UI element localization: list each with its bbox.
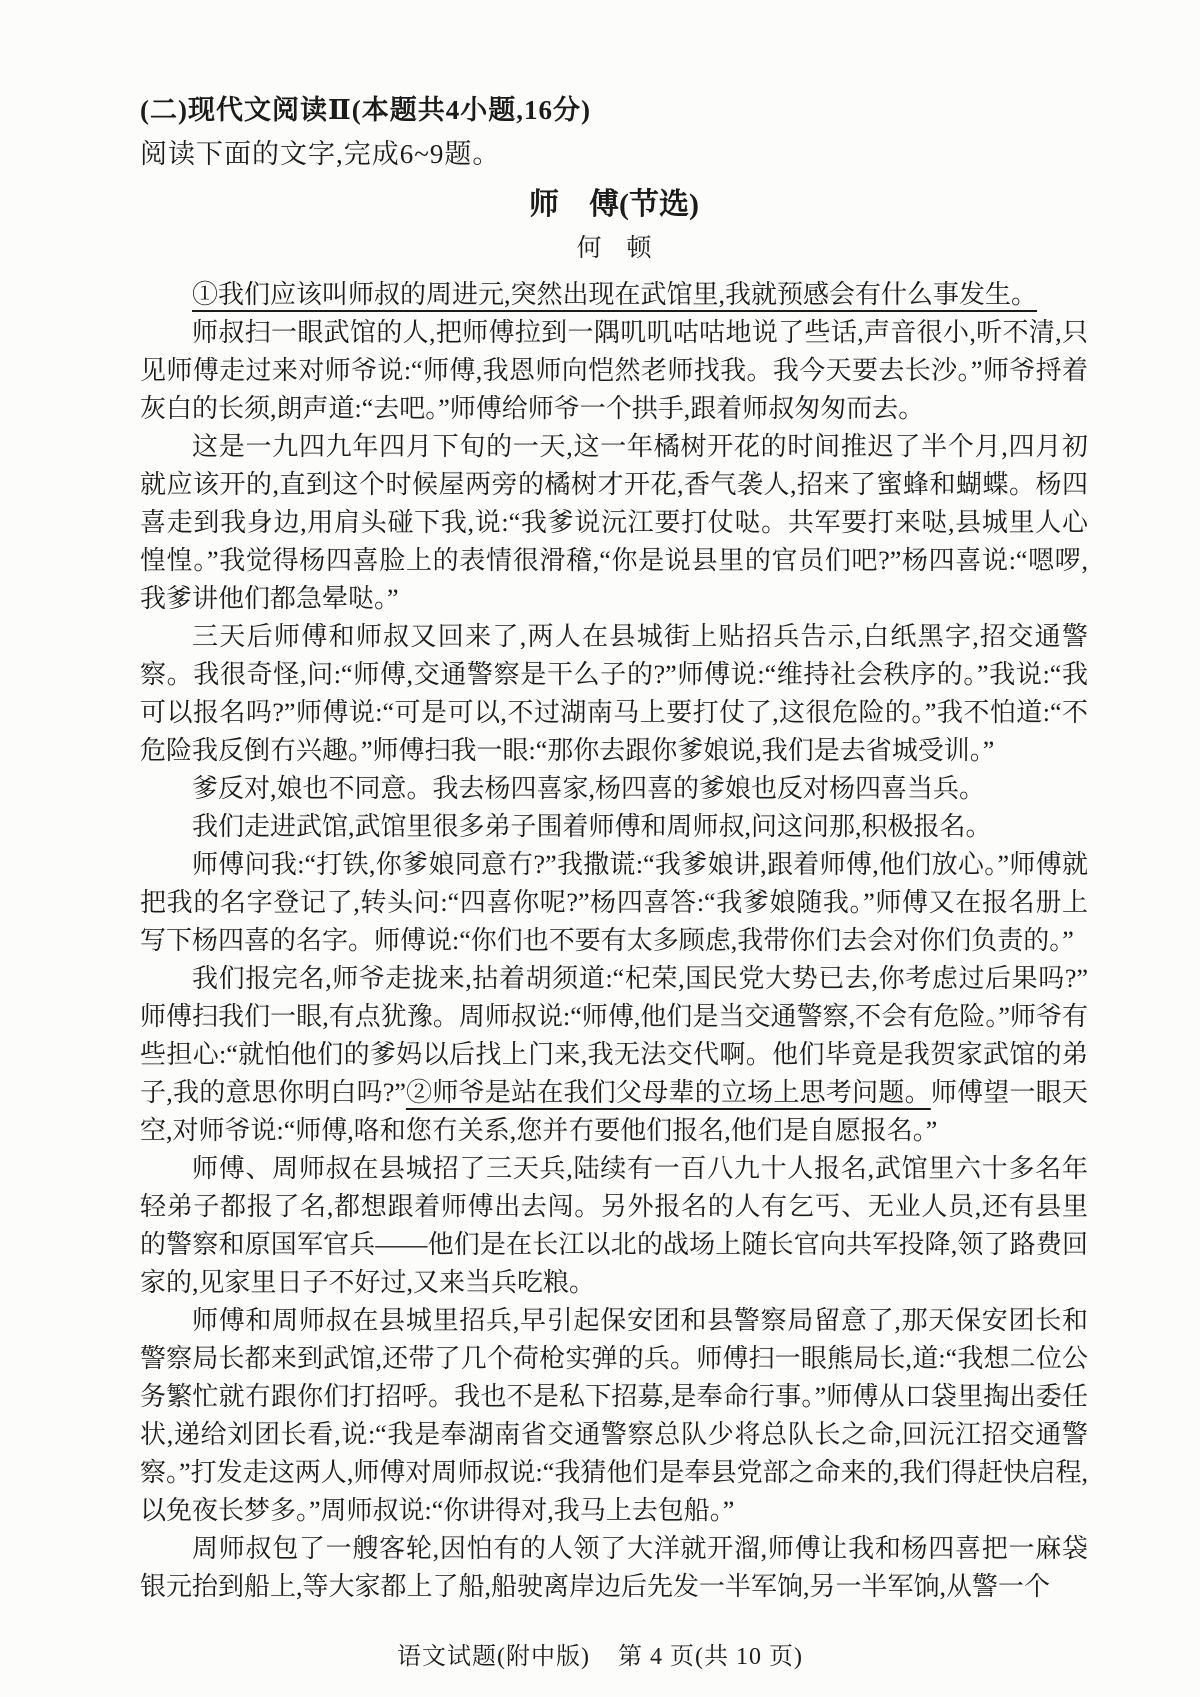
paragraph: [140, 808, 1088, 846]
paragraph: [140, 276, 1088, 314]
page-content: [140, 88, 1088, 1606]
text-segment: 这是一九四九年四月下旬的一天,这一年橘树开花的时间推迟了半个月,四月初就应该开的,直到这个时候屋两旁的橘树才开花,香气袭人,招来了蜜蜂和蝴蝶。杨四喜走到我身边,用肩头碰下我,说:“我爹说沅江要打仗哒。共军要打来哒,县城里人心惶惶。”我觉得杨四喜脸上的表情很滑稽,“你是说县里的官员们吧?”杨四喜说:“嗯啰,我爹讲他们都急晕哒。”: [140, 432, 1088, 613]
footer-doc-title: 语文试题(附中版): [397, 1644, 590, 1670]
text-segment: 师傅、周师叔在县城招了三天兵,陆续有一百八九十人报名,武馆里六十多名年轻弟子都报了名,都想跟着师傅出去闯。另外报名的人有乞丐、无业人员,还有县里的警察和原国军官兵——他们是在长江以北的战场上随长官向共军投降,领了路费回家的,见家里日子不好过,又来当兵吃粮。: [140, 1154, 1088, 1297]
page-footer: [0, 1636, 1200, 1671]
text-segment: 爹反对,娘也不同意。我去杨四喜家,杨四喜的爹娘也反对杨四喜当兵。: [192, 774, 986, 803]
paragraph: [140, 618, 1088, 770]
text-segment: 师傅问我:“打铁,你爹娘同意冇?”我撒谎:“我爹娘讲,跟着师傅,他们放心。”师傅就把我的名字登记了,转头问:“四喜你呢?”杨四喜答:“我爹娘随我。”师傅又在报名册上写下杨四喜的名字。师傅说:“你们也不要有太多顾虑,我带你们去会对你们负责的。”: [140, 850, 1088, 955]
underlined-sentence: ①我们应该叫师叔的周进元,突然出现在武馆里,我就预感会有什么事发生。: [192, 280, 1038, 309]
text-segment: 周师叔包了一艘客轮,因怕有的人领了大洋就开溜,师傅让我和杨四喜把一麻袋银元抬到船上,等大家都上了船,船驶离岸边后先发一半军饷,另一半军饷,从警一个: [140, 1534, 1088, 1601]
paragraph: [140, 1302, 1088, 1530]
article-title: 师 傅(节选): [529, 188, 699, 221]
paragraph: [140, 846, 1088, 960]
text-segment: 三天后师傅和师叔又回来了,两人在县城街上贴招兵告示,白纸黑字,招交通警察。我很奇怪,问:“师傅,交通警察是干么子的?”师傅说:“维持社会秩序的。”我说:“我可以报名吗?”师傅说:“可是可以,不过湖南马上要打仗了,这很危险的。”我不怕道:“不危险我反倒冇兴趣。”师傅扫我一眼:“那你去跟你爹娘说,我们是去省城受训。”: [140, 622, 1088, 765]
paragraph: [140, 1530, 1088, 1606]
paragraph: [140, 770, 1088, 808]
text-segment: 师叔扫一眼武馆的人,把师傅拉到一隅叽叽咕咕地说了些话,声音很小,听不清,只见师傅走过来对师爷说:“师傅,我恩师向恺然老师找我。我今天要去长沙。”师爷捋着灰白的长须,朗声道:“去吧。”师傅给师爷一个拱手,跟着师叔匆匆而去。: [140, 318, 1088, 423]
text-segment: 我们报完名,师爷走拢来,拈着胡须道:“杞荣,国民党大势已去,你考虑过后果吗?”师傅扫我们一眼,有点犹豫。周师叔说:“师傅,他们是当交通警察,不会有危险。”师爷有些担心:“就怕他们的爹妈以后找上门来,我无法交代啊。他们毕竟是我贺家武馆的弟子,我的意思你明白吗?”: [140, 964, 1088, 1107]
paragraph: [140, 960, 1088, 1150]
footer-page-number: 第 4 页(共 10 页): [618, 1644, 803, 1670]
text-segment: 我们走进武馆,武馆里很多弟子围着师傅和周师叔,问这问那,积极报名。: [192, 812, 992, 841]
article-author: 何 顿: [576, 235, 652, 262]
text-segment: 师傅望一眼天空,对师爷说:“师傅,咯和您冇关系,您并冇要他们报名,他们是自愿报名。”: [140, 1078, 1088, 1145]
paragraph: [140, 1150, 1088, 1302]
article-body: [140, 276, 1088, 1606]
paragraph: [140, 428, 1088, 618]
text-segment: 师傅和周师叔在县城里招兵,早引起保安团和县警察局留意了,那天保安团长和警察局长都来到武馆,还带了几个荷枪实弹的兵。师傅扫一眼熊局长,道:“我想二位公务繁忙就冇跟你们打招呼。我也不是私下招募,是奉命行事。”师傅从口袋里掏出委任状,递给刘团长看,说:“我是奉湖南省交通警察总队少将总队长之命,回沅江招交通警察。”打发走这两人,师傅对周师叔说:“我猜他们是奉县党部之命来的,我们得赶快启程,以免夜长梦多。”周师叔说:“你讲得对,我马上去包船。”: [140, 1306, 1088, 1525]
reading-instruction: 阅读下面的文字,完成6~9题。: [140, 139, 501, 169]
underlined-sentence: ②师爷是站在我们父母辈的立场上思考问题。: [405, 1078, 931, 1107]
paragraph: [140, 314, 1088, 428]
section-heading: (二)现代文阅读Ⅱ(本题共4小题,16分): [140, 95, 591, 125]
